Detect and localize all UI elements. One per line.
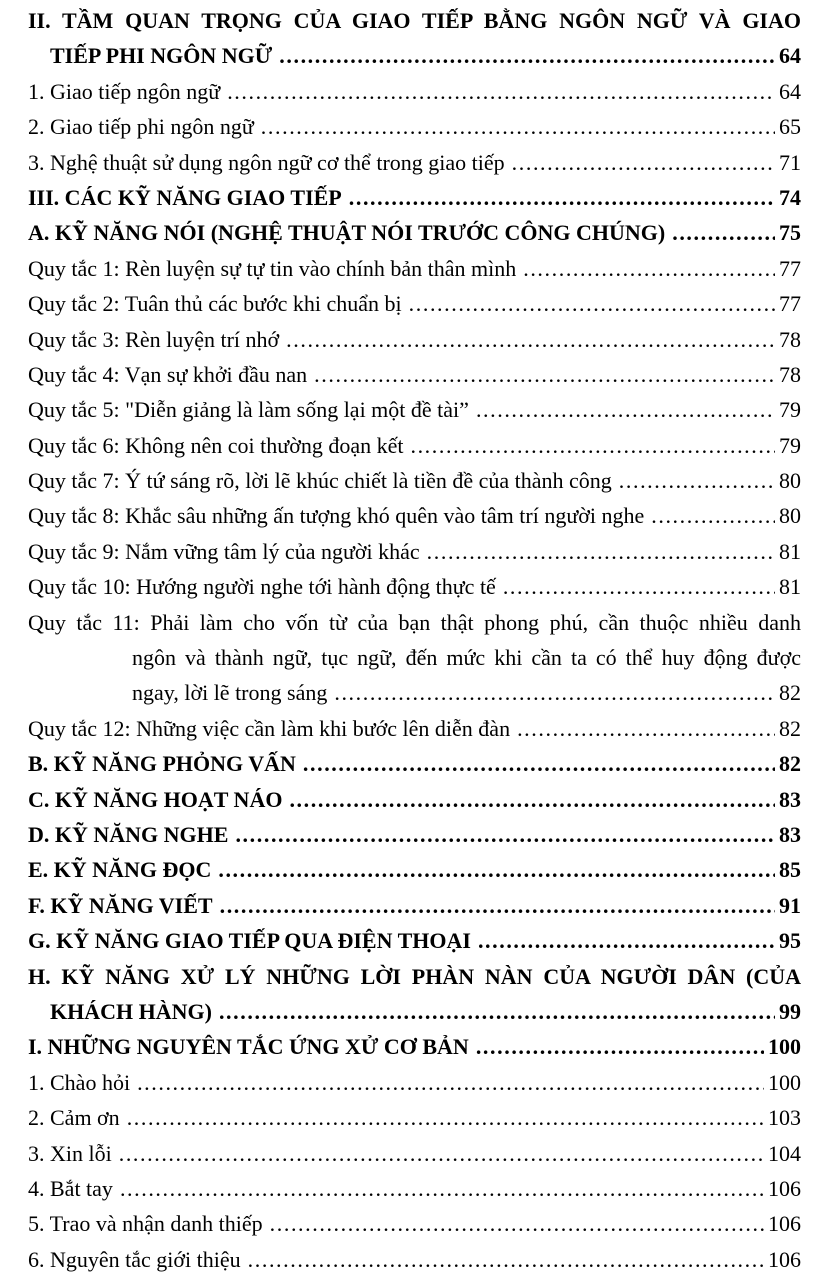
toc-entry (28, 286, 801, 321)
dot-leader (127, 1100, 764, 1135)
toc-entry (28, 746, 801, 781)
page-number: 106 (768, 1175, 801, 1201)
entry-text: Quy tắc 9: Nắm vững tâm lý của người khác (28, 538, 420, 564)
dot-leader (235, 817, 775, 852)
entry-text: KHÁCH HÀNG) (50, 998, 212, 1024)
page-number: 80 (779, 503, 801, 529)
entry-text: I. NHỮNG NGUYÊN TẮC ỨNG XỬ CƠ BẢN (28, 1034, 469, 1060)
page-number: 100 (768, 1069, 801, 1095)
page-number: 95 (779, 928, 801, 954)
toc-entry (28, 392, 801, 427)
toc-entry-line (28, 498, 801, 533)
entry-text: B. KỸ NĂNG PHỎNG VẤN (28, 751, 296, 777)
dot-leader (523, 251, 775, 286)
dot-leader (227, 74, 775, 109)
toc-entry-line (28, 1065, 801, 1100)
dot-leader (119, 1136, 764, 1171)
dot-leader (137, 1065, 764, 1100)
toc-entry (28, 428, 801, 463)
page-number: 83 (779, 821, 801, 847)
dot-leader (427, 534, 775, 569)
entry-text: Quy tắc 8: Khắc sâu những ấn tượng khó quên vào tâm trí người nghe (28, 503, 645, 529)
toc-entry-line (28, 322, 801, 357)
toc-entry-line (28, 463, 801, 498)
toc-entry (28, 1065, 801, 1100)
toc-entry-line (28, 109, 801, 144)
entry-text: Quy tắc 10: Hướng người nghe tới hành động thực tế (28, 574, 496, 600)
toc-entry (28, 3, 801, 74)
entry-text: Quy tắc 4: Vạn sự khởi đầu nan (28, 361, 308, 387)
dot-leader (349, 180, 775, 215)
entry-text: A. KỸ NĂNG NÓI (NGHỆ THUẬT NÓI TRƯỚC CÔNG CHÚNG) (28, 220, 666, 246)
page-number: 91 (779, 892, 801, 918)
entry-text: Quy tắc 1: Rèn luyện sự tự tin vào chính bản thân mình (28, 255, 517, 281)
page-number: 99 (779, 998, 801, 1024)
toc-entry-line (28, 888, 801, 923)
dot-leader (334, 675, 775, 710)
dot-leader (672, 215, 775, 250)
page-number: 80 (779, 468, 801, 494)
toc-entry-line (28, 1171, 801, 1206)
toc-entry-line (28, 675, 801, 710)
entry-text: E. KỸ NĂNG ĐỌC (28, 857, 212, 883)
dot-leader (512, 145, 775, 180)
entry-text: 1. Chào hỏi (28, 1069, 131, 1095)
dot-leader (279, 38, 775, 73)
dot-leader (120, 1171, 764, 1206)
toc-entry-line (28, 428, 801, 463)
toc-entry (28, 1206, 801, 1241)
toc-entry-line (28, 1136, 801, 1171)
entry-text: 2. Giao tiếp phi ngôn ngữ (28, 114, 254, 140)
entry-text: 5. Trao và nhận danh thiếp (28, 1211, 263, 1237)
toc-entry (28, 215, 801, 250)
entry-text: 1. Giao tiếp ngôn ngữ (28, 78, 221, 104)
toc-entry (28, 1171, 801, 1206)
toc-entry (28, 1136, 801, 1171)
entry-text: C. KỸ NĂNG HOẠT NÁO (28, 786, 283, 812)
toc-entry-line (28, 994, 801, 1029)
page-number: 82 (779, 751, 801, 777)
entry-text: ngôn và thành ngữ, tục ngữ, đến mức khi cần ta có thể huy động được (132, 645, 801, 671)
toc-entry-line (28, 392, 801, 427)
toc-entry (28, 1029, 801, 1064)
toc-entry-line (28, 180, 801, 215)
dot-leader (289, 782, 775, 817)
page-number: 77 (779, 255, 801, 281)
dot-leader (651, 498, 775, 533)
dot-leader (410, 428, 775, 463)
page-number: 71 (779, 149, 801, 175)
dot-leader (219, 994, 775, 1029)
page-number: 81 (779, 538, 801, 564)
entry-text: 6. Nguyên tắc giới thiệu (28, 1246, 241, 1272)
page-number: 65 (779, 114, 801, 140)
toc-entry (28, 782, 801, 817)
entry-text: 4. Bắt tay (28, 1175, 113, 1201)
toc-entry-line (28, 286, 801, 321)
toc-entry-line (28, 1242, 801, 1277)
dot-leader (476, 392, 775, 427)
toc-entry (28, 1242, 801, 1277)
page-number: 81 (779, 574, 801, 600)
toc-entry (28, 711, 801, 746)
entry-text: II. TẦM QUAN TRỌNG CỦA GIAO TIẾP BẰNG NGÔN NGỮ VÀ GIAO (28, 8, 801, 33)
dot-leader (314, 357, 775, 392)
toc-entry-wrapped-line (28, 605, 801, 640)
toc-entry (28, 959, 801, 1030)
entry-text: III. CÁC KỸ NĂNG GIAO TIẾP (28, 184, 342, 210)
toc-entry-line (28, 251, 801, 286)
toc-entry (28, 888, 801, 923)
entry-text: Quy tắc 12: Những việc cần làm khi bước lên diễn đàn (28, 715, 511, 741)
dot-leader (619, 463, 775, 498)
toc-entry-line (28, 1100, 801, 1135)
page-number: 64 (779, 43, 801, 69)
dot-leader (303, 746, 775, 781)
entry-text: Quy tắc 6: Không nên coi thường đoạn kết (28, 432, 404, 458)
toc-entry-line (28, 357, 801, 392)
page-number: 100 (768, 1034, 801, 1060)
page-number: 77 (779, 291, 801, 317)
toc-entry (28, 109, 801, 144)
toc-entry-line (28, 534, 801, 569)
toc-entry (28, 605, 801, 711)
page-number: 64 (779, 78, 801, 104)
toc-entry-wrapped-line (28, 3, 801, 38)
dot-leader (517, 711, 775, 746)
toc-entry-line (28, 1206, 801, 1241)
toc-entry-line (28, 215, 801, 250)
dot-leader (220, 888, 775, 923)
dot-leader (286, 322, 775, 357)
dot-leader (261, 109, 775, 144)
toc-entry (28, 180, 801, 215)
page-number: 74 (779, 184, 801, 210)
page-number: 83 (779, 786, 801, 812)
page-number: 106 (768, 1211, 801, 1237)
entry-text: Quy tắc 3: Rèn luyện trí nhớ (28, 326, 280, 352)
dot-leader (248, 1242, 764, 1277)
entry-text: Quy tắc 11: Phải làm cho vốn từ của bạn thật phong phú, cần thuộc nhiều danh (28, 609, 801, 635)
dot-leader (270, 1206, 764, 1241)
toc-list (28, 3, 801, 1277)
entry-text: F. KỸ NĂNG VIẾT (28, 892, 213, 918)
entry-text: 3. Xin lỗi (28, 1140, 112, 1166)
toc-entry (28, 534, 801, 569)
toc-entry (28, 322, 801, 357)
entry-text: Quy tắc 2: Tuân thủ các bước khi chuẩn bị (28, 291, 402, 317)
page-number: 106 (768, 1246, 801, 1272)
toc-entry (28, 463, 801, 498)
page-number: 78 (779, 326, 801, 352)
toc-entry-line (28, 74, 801, 109)
toc-entry-line (28, 782, 801, 817)
toc-entry (28, 569, 801, 604)
page-number: 79 (779, 432, 801, 458)
page-number: 82 (779, 715, 801, 741)
page-number: 85 (779, 857, 801, 883)
entry-text: H. KỸ NĂNG XỬ LÝ NHỮNG LỜI PHÀN NÀN CỦA NGƯỜI DÂN (CỦA (28, 963, 801, 989)
entry-text: 2. Cảm ơn (28, 1105, 120, 1131)
toc-entry-line (28, 852, 801, 887)
page-number: 104 (768, 1140, 801, 1166)
toc-entry (28, 145, 801, 180)
toc-entry (28, 251, 801, 286)
entry-text: G. KỸ NĂNG GIAO TIẾP QUA ĐIỆN THOẠI (28, 928, 471, 954)
toc-entry-line (28, 38, 801, 73)
toc-entry-line (28, 145, 801, 180)
dot-leader (476, 1029, 764, 1064)
entry-text: ngay, lời lẽ trong sáng (132, 680, 328, 706)
entry-text: Quy tắc 5: "Diễn giảng là làm sống lại một đề tài” (28, 397, 469, 423)
toc-entry (28, 1100, 801, 1135)
toc-entry (28, 74, 801, 109)
entry-text: D. KỸ NĂNG NGHE (28, 821, 229, 847)
page-number: 78 (779, 361, 801, 387)
dot-leader (409, 286, 775, 321)
toc-entry-line (28, 569, 801, 604)
entry-text: 3. Nghệ thuật sử dụng ngôn ngữ cơ thể trong giao tiếp (28, 149, 505, 175)
toc-entry (28, 498, 801, 533)
entry-text: TIẾP PHI NGÔN NGỮ (50, 43, 273, 69)
toc-entry (28, 357, 801, 392)
toc-entry-line (28, 1029, 801, 1064)
dot-leader (503, 569, 775, 604)
page-number: 103 (768, 1105, 801, 1131)
toc-entry-wrapped-line (28, 640, 801, 675)
dot-leader (218, 852, 775, 887)
entry-text: Quy tắc 7: Ý tứ sáng rõ, lời lẽ khúc chiết là tiền đề của thành công (28, 468, 612, 494)
page-number: 79 (779, 397, 801, 423)
page-number: 75 (779, 220, 801, 246)
toc-entry-wrapped-line (28, 959, 801, 994)
toc-entry-line (28, 746, 801, 781)
toc-entry-line (28, 711, 801, 746)
toc-entry (28, 817, 801, 852)
dot-leader (478, 923, 775, 958)
toc-entry (28, 852, 801, 887)
toc-entry-line (28, 923, 801, 958)
toc-entry (28, 923, 801, 958)
toc-entry-line (28, 817, 801, 852)
page-number: 82 (779, 680, 801, 706)
